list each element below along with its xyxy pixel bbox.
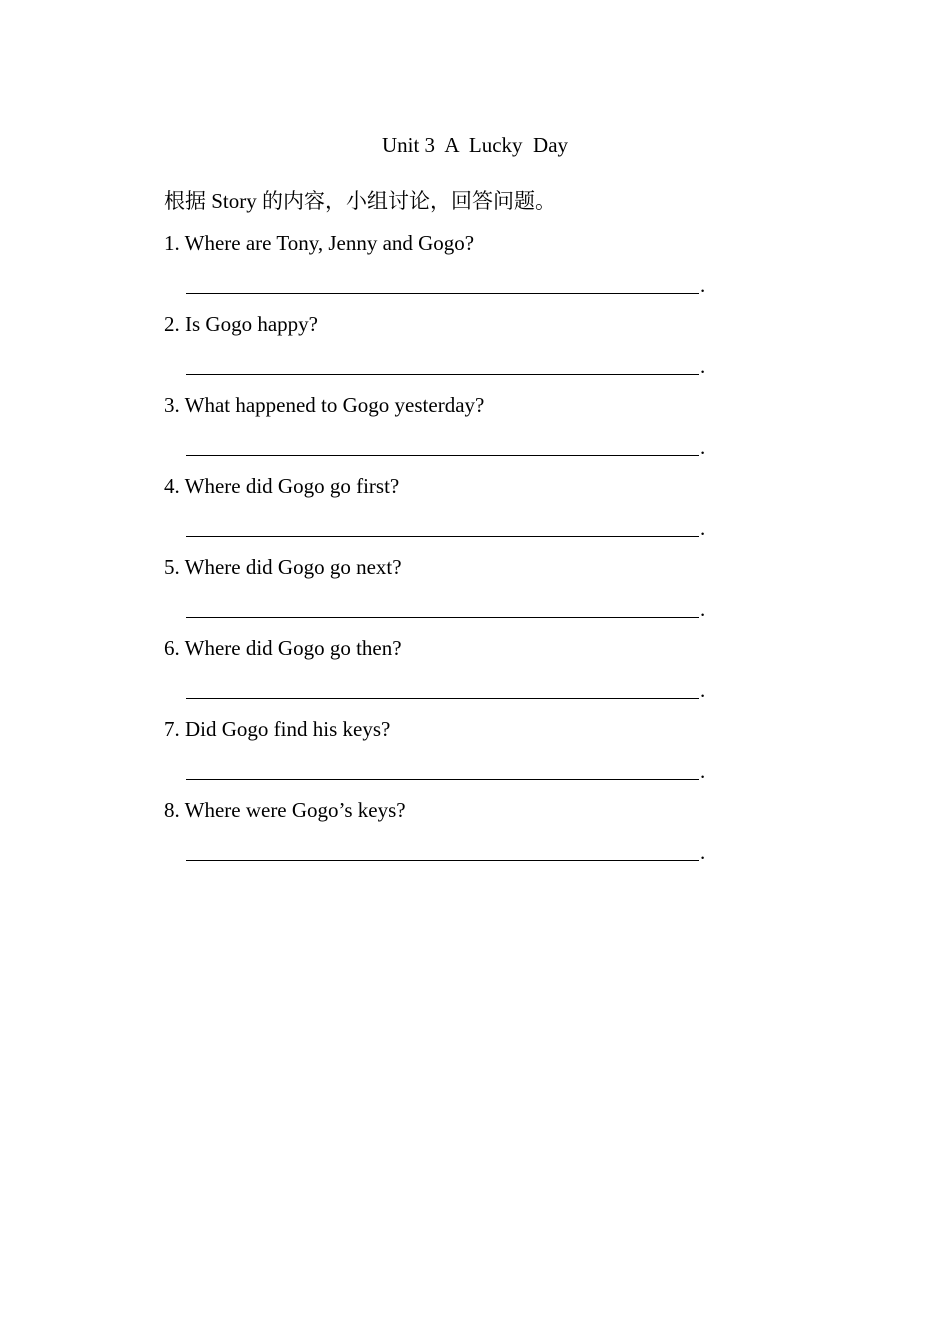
answer-period: . (700, 840, 706, 864)
question-item (164, 796, 764, 877)
question-text: 3. What happened to Gogo yesterday? (164, 393, 485, 417)
question-item (164, 391, 764, 472)
answer-blank[interactable] (186, 838, 699, 861)
answer-period: . (700, 678, 706, 702)
question-text: 6. Where did Gogo go then? (164, 636, 402, 660)
question-item (164, 229, 764, 310)
instruction-text: 根据 Story 的内容，小组讨论，回答问题。 (164, 189, 557, 213)
answer-blank[interactable] (186, 271, 699, 294)
question-text: 4. Where did Gogo go first? (164, 474, 400, 498)
question-item (164, 472, 764, 553)
answer-period: . (700, 516, 706, 540)
answer-blank[interactable] (186, 514, 699, 537)
question-text: 2. Is Gogo happy? (164, 312, 318, 336)
answer-period: . (700, 354, 706, 378)
question-text: 5. Where did Gogo go next? (164, 555, 402, 579)
answer-blank[interactable] (186, 433, 699, 456)
question-text: 7. Did Gogo find his keys? (164, 717, 391, 741)
answer-blank[interactable] (186, 352, 699, 375)
question-text: 1. Where are Tony, Jenny and Gogo? (164, 231, 475, 255)
question-text: 8. Where were Gogo’s keys? (164, 798, 406, 822)
answer-blank[interactable] (186, 595, 699, 618)
question-item (164, 553, 764, 634)
question-list (164, 229, 764, 877)
answer-blank[interactable] (186, 757, 699, 780)
answer-period: . (700, 597, 706, 621)
answer-period: . (700, 435, 706, 459)
answer-period: . (700, 273, 706, 297)
question-item (164, 715, 764, 796)
answer-period: . (700, 759, 706, 783)
question-item (164, 634, 764, 715)
answer-blank[interactable] (186, 676, 699, 699)
page-title: Unit 3 A Lucky Day (381, 133, 569, 157)
question-item (164, 310, 764, 391)
